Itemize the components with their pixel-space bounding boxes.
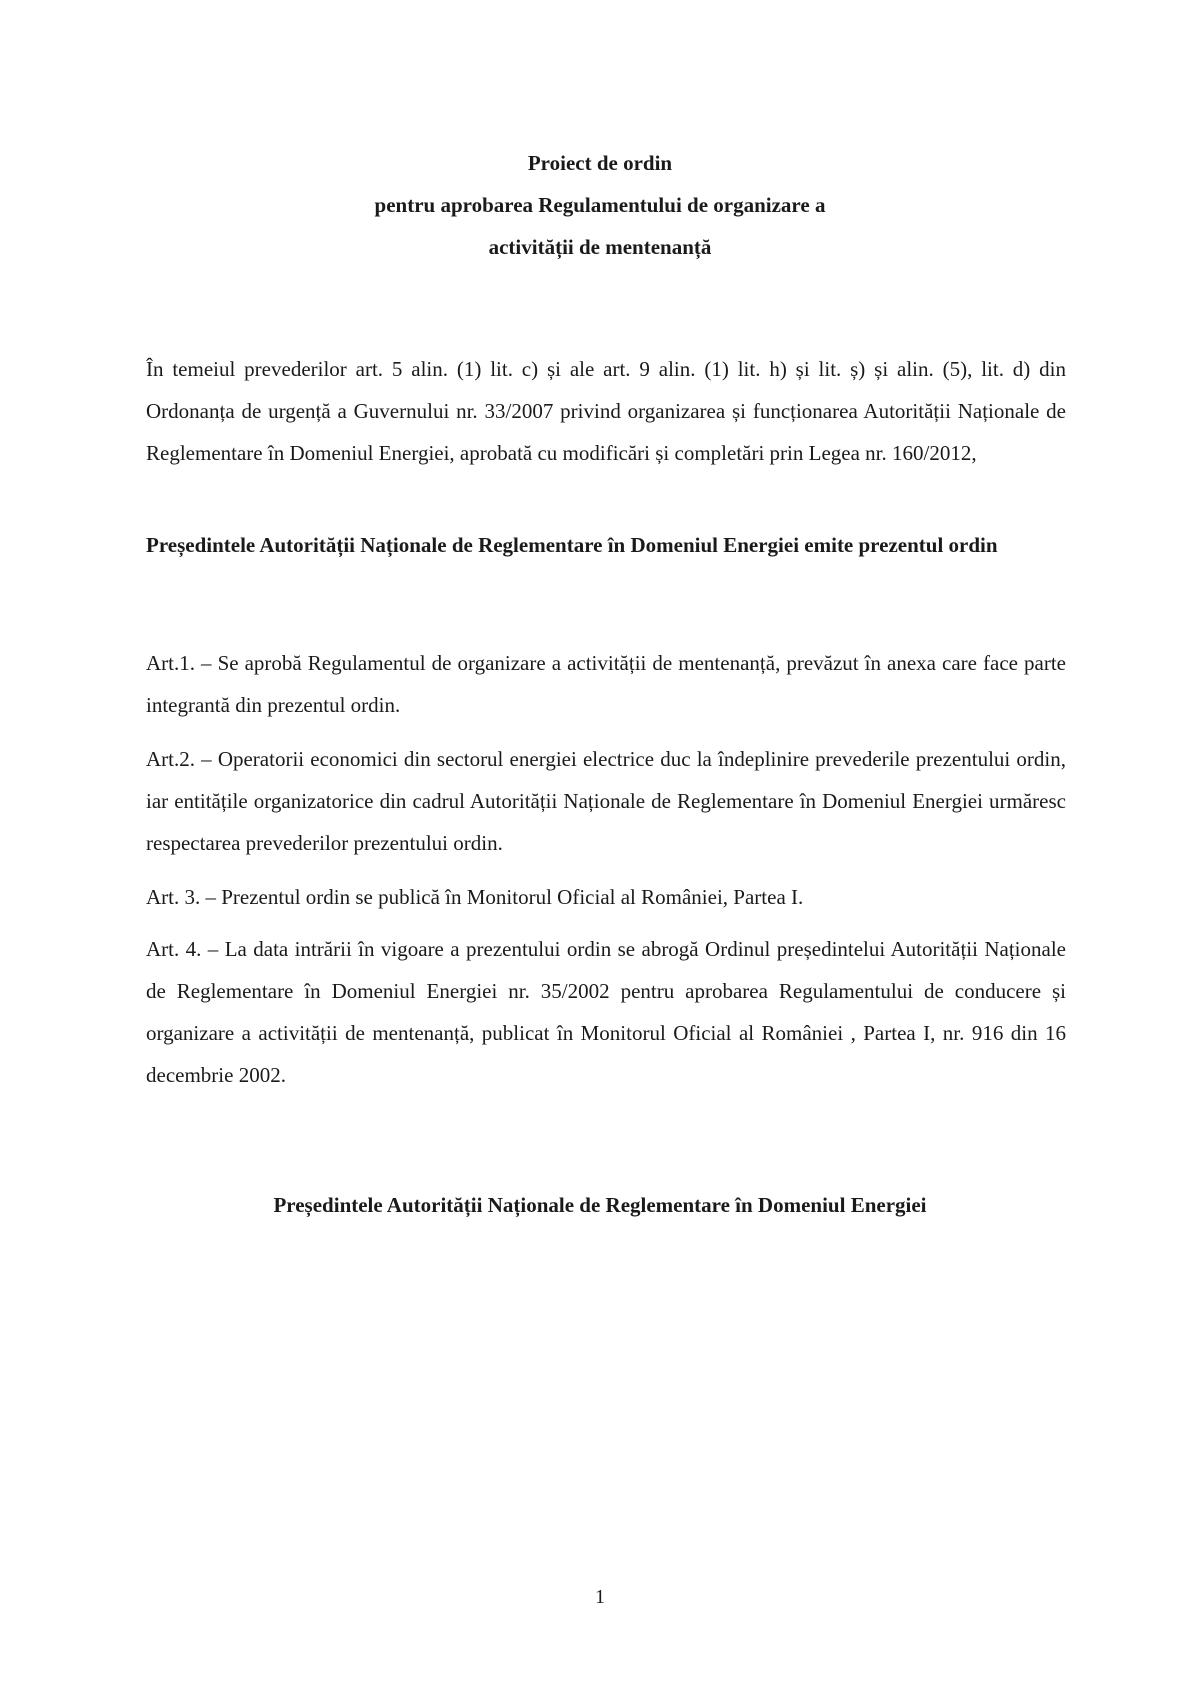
title-line-1: Proiect de ordin [527, 151, 673, 175]
article-3: Art. 3. – Prezentul ordin se publică în Monitorul Oficial al României, Partea I. [146, 885, 804, 909]
article-1: Art.1. – Se aprobă Regulamentul de organizare a activității de mentenanță, prevăzut în anexa care face parte integrantă din prezentul ordin. [146, 651, 1066, 717]
title-line-3: activității de mentenanță [488, 235, 712, 259]
document-title [0, 142, 1200, 268]
signature-line: Președintele Autorității Naționale de Reglementare în Domeniul Energiei [273, 1193, 927, 1217]
title-line-2: pentru aprobarea Regulamentului de organizare a [374, 193, 826, 217]
article-4: Art. 4. – La data intrării în vigoare a prezentului ordin se abrogă Ordinul președintelui Autorității Naționale de Reglementare în Domeniul Energiei nr. 35/2002 pentru aprobarea Regulamentului de conducere și organizare a activității de mentenanță, publicat în Monitorul Oficial al României , Partea I, nr. 916 din 16 decembrie 2002. [146, 937, 1066, 1087]
emit-statement: Președintele Autorității Naționale de Reglementare în Domeniul Energiei emite prezentul ordin [146, 533, 998, 557]
preamble-paragraph: În temeiul prevederilor art. 5 alin. (1) lit. c) și ale art. 9 alin. (1) lit. h) și lit. ș) și alin. (5), lit. d) din Ordonanța de urgență a Guvernului nr. 33/2007 privind organizarea și funcționarea Autorității Naționale de Reglementare în Domeniul Energiei, aprobată cu modificări și completări prin Legea nr. 160/2012, [146, 357, 1066, 465]
page-number: 1 [595, 1586, 605, 1608]
article-2: Art.2. – Operatorii economici din sectorul energiei electrice duc la îndeplinire prevederile prezentului ordin, iar entitățile organizatorice din cadrul Autorității Naționale de Reglementare în Domeniul Energiei urmăresc respectarea prevederilor prezentului ordin. [146, 747, 1066, 855]
